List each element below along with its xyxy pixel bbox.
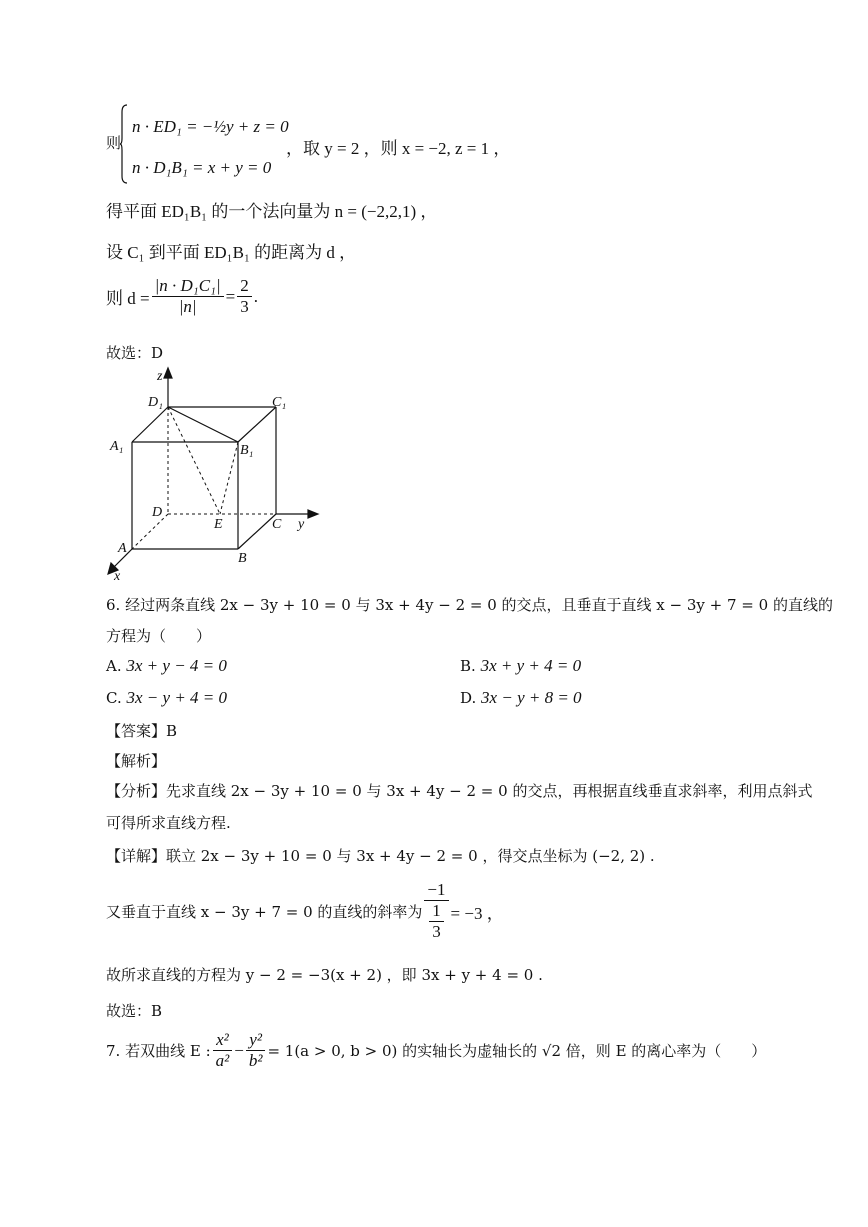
option-text: 3x + y + 4 = 0 [480, 656, 582, 675]
q7-stem: 7. 若双曲线 E : $\frac{\text{x²}}{\text{a²}}$ − $\frac{\text{y²}}{\text{b²}}$ = 1(a > 0, b > 0) 的实轴长为虚轴长的 √2 倍，则 E 的离心率为（ ） [106, 1030, 767, 1070]
distance-numerator: |n · D₁C₁| [152, 276, 224, 297]
q7-prefix: 7. 若双曲线 E : [106, 1042, 211, 1060]
q7-x-fraction [213, 1030, 233, 1071]
q6-detail-line1: 【详解】联立 2x − 3y + 10 = 0 与 3x + 4y − 2 = 0 ，得交点坐标为 (−2, 2) . [106, 847, 655, 865]
label-D: D [152, 505, 163, 520]
q6-analysis-title: 【解析】 [106, 752, 167, 770]
distance-denominator: |n| [178, 297, 197, 316]
slope-suffix: = −3 ， [450, 903, 504, 923]
label-A: A [118, 541, 127, 556]
distance-result-den: 3 [240, 297, 249, 316]
slope-numerator: −1 [424, 880, 448, 901]
q7-y-den: b² [248, 1051, 263, 1070]
slope-den-num: 1 [429, 901, 444, 922]
system-prefix: 则 [106, 134, 122, 152]
edge-DA [132, 514, 168, 549]
slope-fraction [424, 880, 448, 942]
distance-result [237, 276, 252, 317]
edge-B1E [220, 442, 238, 514]
label-C: C [272, 517, 282, 532]
q7-x-num: x² [213, 1030, 232, 1051]
label-E: E [214, 517, 223, 532]
brace-icon [120, 104, 128, 184]
q6-option-d [460, 688, 582, 708]
q6-analysis-line2: 可得所求直线方程. [106, 814, 231, 832]
option-key: D. [460, 689, 477, 707]
edge-C1B1 [238, 407, 276, 442]
q6-stem-line1: 6. 经过两条直线 2x − 3y + 10 = 0 与 3x + 4y − 2 = 0 的交点，且垂直于直线 x − 3y + 7 = 0 的直线的 [106, 596, 833, 614]
q6-choose: 故选：B [106, 1002, 163, 1020]
normal-vector-line: 得平面 ED₁B₁ 的一个法向量为 n = (−2,2,1) ， [106, 202, 438, 221]
q6-option-b [460, 656, 581, 676]
edge-A1D1 [132, 407, 168, 442]
option-text: 3x − y + 8 = 0 [481, 688, 582, 707]
q6-slope-line [106, 880, 504, 942]
q6-option-a [106, 656, 227, 676]
q6-answer: 【答案】B [106, 722, 178, 740]
edge-BC [238, 514, 276, 549]
label-z: z [157, 369, 163, 384]
option-key: A. [106, 657, 122, 675]
option-key: C. [106, 689, 122, 707]
label-A1: A₁ [110, 439, 124, 454]
cube-figure [100, 366, 320, 586]
option-text: 3x + y − 4 = 0 [126, 656, 227, 675]
slope-denominator [426, 901, 447, 942]
option-key: B. [460, 657, 476, 675]
answer-previous: 故选：D [106, 344, 164, 362]
q6-stem-line2: 方程为（ ） [106, 627, 212, 645]
q6-option-c [106, 688, 227, 708]
label-B1: B₁ [240, 443, 254, 458]
q7-suffix: = 1(a > 0, b > 0) 的实轴长为虚轴长的 √2 倍，则 E 的离心率为（ ） [267, 1042, 767, 1060]
q6-analysis-line1: 【分析】先求直线 2x − 3y + 10 = 0 与 3x + 4y − 2 = 0 的交点，再根据直线垂直求斜率，利用点斜式 [106, 782, 813, 800]
y-arrow-icon [308, 510, 318, 518]
edge-D1E [168, 407, 220, 514]
distance-result-num: 2 [237, 276, 252, 297]
slope-prefix: 又垂直于直线 x − 3y + 7 = 0 的直线的斜率为 [106, 902, 423, 921]
label-x: x [114, 569, 121, 584]
system-eq2: n · D₁B₁ = x + y = 0 [132, 158, 272, 177]
label-B: B [238, 551, 247, 566]
option-text: 3x − y + 4 = 0 [126, 688, 228, 707]
q7-y-num: y² [246, 1030, 265, 1051]
q7-x-den: a² [215, 1051, 230, 1070]
distance-formula: 则 d = $\frac{\text{|n · D₁C₁|}}{|n|}$ = $\frac{2}{3}$ . [106, 276, 258, 316]
distance-definition: 设 C₁ 到平面 ED₁B₁ 的距离为 d ， [106, 243, 357, 262]
edge-D1B1 [168, 407, 238, 442]
system-pick: ，取 y = 2 ，则 x = −2, z = 1 ， [286, 139, 511, 158]
label-C1: C₁ [272, 395, 287, 410]
z-arrow-icon [164, 368, 172, 378]
distance-fraction [152, 276, 224, 317]
label-D1: D₁ [148, 395, 163, 410]
system-eq1: n · ED₁ = −½y + z = 0 [132, 117, 289, 136]
label-y: y [298, 517, 305, 532]
distance-prefix: 则 d = [106, 289, 150, 308]
q6-result-line: 故所求直线的方程为 y − 2 = −3(x + 2) ，即 3x + y + 4 = 0 . [106, 966, 543, 984]
slope-den-den: 3 [432, 922, 441, 941]
q7-y-fraction [246, 1030, 266, 1071]
